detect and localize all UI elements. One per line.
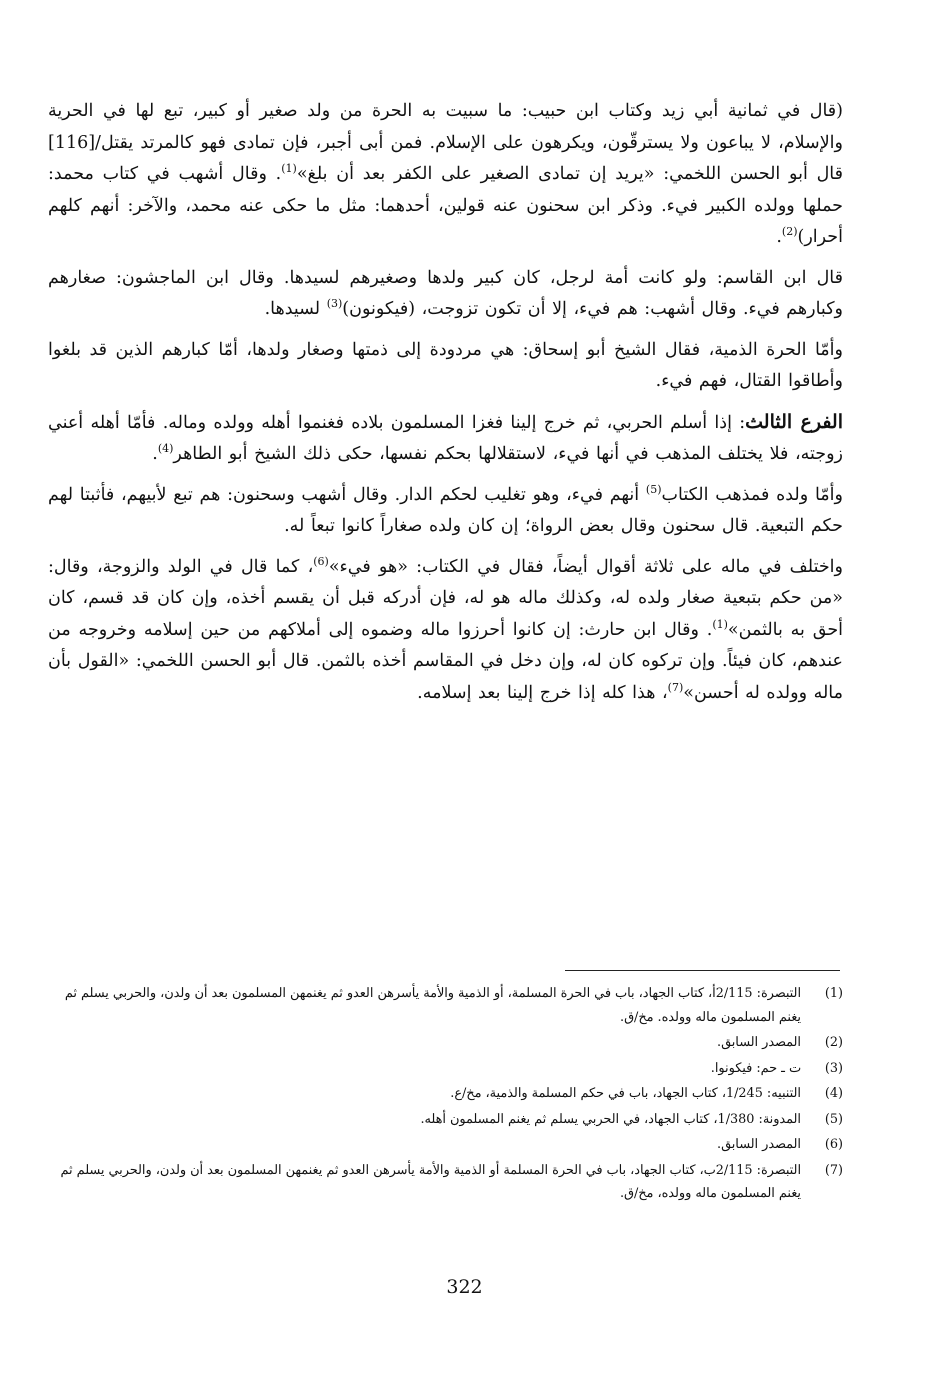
footnote-number: (1) bbox=[824, 986, 843, 1001]
text-run: ، كما قال في الولد والزوجة، وقال: «من حكم بتبعية صغار ولده له، وكذلك ماله هو له، فإن أدركه قبل أن يقسم أخذه، وإن كان قد قسم، كان أحق به بالثمن» bbox=[48, 556, 844, 640]
footnote-reference: (6) bbox=[313, 554, 329, 568]
footnote-reference: (7) bbox=[667, 680, 684, 694]
footnote-reference: (1) bbox=[281, 162, 297, 176]
paragraph-p3 bbox=[48, 335, 843, 398]
paragraph-p1 bbox=[48, 96, 843, 254]
footnote-number: (3) bbox=[824, 1060, 843, 1076]
footnote-reference: (2) bbox=[781, 225, 798, 239]
footnote-text: المصدر السابق. bbox=[717, 1137, 801, 1152]
text-run: لسيدها. bbox=[264, 299, 327, 319]
footnote-number: (4) bbox=[824, 1086, 843, 1101]
footnote-item bbox=[48, 1082, 843, 1106]
footnote-number: (5) bbox=[824, 1111, 843, 1127]
text-run: وأمّا ولده فمذهب الكتاب bbox=[661, 484, 843, 505]
text-run: (قال في ثمانية أبي زيد وكتاب ابن حبيب: ما سبيت به الحرة من ولد صغير أو كبير، تبع لها في الحرية والإسلام، لا يباعون ولا يسترقّون، ويكرهون على الإسلام. فمن أبى أجبر، فإن تمادى فهو كالمرتد يقتل/[116] قال أبو الحسن اللخمي: «يريد إن تمادى الصغير على الكفر بعد أن بلغ» bbox=[48, 101, 843, 184]
footnotes bbox=[48, 982, 843, 1208]
paragraph-p5 bbox=[48, 480, 843, 543]
main-text bbox=[48, 96, 843, 718]
text-run: ، هذا كله إذا خرج إلينا بعد إسلامه. bbox=[417, 682, 668, 703]
footnote-reference: (4) bbox=[157, 442, 174, 456]
footnote-text: التبصرة: 2/115ب، كتاب الجهاد، باب في الحرة المسلمة أو الذمية والأمة يأسرهن العدو ثم يغنمهن المسلمون بعد أن ولدن، والحربي يسلم ثم يغنم المسلمون ماله وولده، مخ/ق. bbox=[60, 1162, 801, 1201]
footnote-reference: (3) bbox=[326, 297, 343, 311]
footnote-item bbox=[48, 982, 843, 1029]
footnote-text: المصدر السابق. bbox=[717, 1035, 801, 1050]
text-run: واختلف في ماله على ثلاثة أقوال أيضاً، فقال في الكتاب: «هو فيء» bbox=[328, 556, 843, 577]
footnote-item bbox=[48, 1031, 843, 1055]
page-number: 322 bbox=[446, 1276, 483, 1298]
footnote-item bbox=[48, 1057, 843, 1081]
footnote-text: التبصرة: 2/115أ، كتاب الجهاد، باب في الحرة المسلمة، أو الذمية والأمة يأسرهن العدو ثم يغنمهن المسلمون بعد أن ولدن، والحربي يسلم ثم يغنم المسلمون ماله وولده. مخ/ق. bbox=[64, 986, 801, 1025]
text-run: أنهم فيء، وهو تغليب لحكم الدار. وقال أشهب وسحنون: هم تبع لأبيهم، فأثبتا لهم حكم التبعية. قال سحنون وقال بعض الرواة؛ إن كان ولده صغاراً كانوا تبعاً له. bbox=[48, 484, 843, 536]
footnote-reference: (1) bbox=[712, 617, 728, 631]
text-run: : إذا أسلم الحربي، ثم خرج إلينا فغزا المسلمون بلاده فغنموا أهله وولده وماله. فأمّا أهله أعني زوجته، فلا يختلف المذهب في أنها فيء، لاستقلالها بحكم نفسها، حكى ذلك الشيخ أبو الطاهر bbox=[48, 412, 843, 464]
footnote-reference: (5) bbox=[645, 482, 662, 496]
footnote-item bbox=[48, 1108, 843, 1132]
footnote-text: المدونة: 1/380، كتاب الجهاد، في الحربي يسلم ثم يغنم المسلمون أهله. bbox=[420, 1111, 801, 1127]
footnote-item bbox=[48, 1159, 843, 1206]
footnote-separator bbox=[565, 970, 840, 971]
text-run: . وقال أشهب في كتاب محمد: حملها وولده الكبير فيء. وذكر ابن سحنون عنه قولين، أحدهما: مثل ما حكى عنه محمد، والآخر: أنهم كلهم أحرار) bbox=[48, 164, 843, 247]
text-run: . bbox=[152, 444, 158, 464]
text-run: قال ابن القاسم: ولو كانت أمة لرجل، كان كبير ولدها وصغيرهم لسيدها. وقال ابن الماجشون: صغارهم وكبارهم فيء. وقال أشهب: هم فيء، إلا أن تكون تزوجت، (فيكونون) bbox=[48, 267, 843, 319]
footnote-number: (6) bbox=[824, 1137, 843, 1152]
paragraph-p2 bbox=[48, 263, 843, 326]
section-heading: الفرع الثالث bbox=[745, 410, 843, 433]
footnote-number: (2) bbox=[824, 1035, 843, 1050]
paragraph-p4 bbox=[48, 407, 843, 471]
footnote-text: ت ـ حم: فيكونوا. bbox=[710, 1060, 801, 1076]
paragraph-p6 bbox=[48, 552, 843, 710]
text-run: وأمّا الحرة الذمية، فقال الشيخ أبو إسحاق: هي مردودة إلى ذمتها وصغار ولدها، أمّا كبارهم الذين قد بلغوا وأطاقوا القتال، فهم فيء. bbox=[48, 339, 843, 391]
footnote-number: (7) bbox=[824, 1162, 843, 1178]
footnote-text: التنبيه: 1/245، كتاب الجهاد، باب في حكم المسلمة والذمية، مخ/ع. bbox=[450, 1086, 801, 1101]
footnote-item bbox=[48, 1133, 843, 1157]
text-run: . bbox=[776, 227, 782, 247]
text-run: . وقال ابن حارث: إن كانوا أحرزوا ماله وضموه إلى أملاكهم من حين إسلامه وخروجه من عندهم، كان فيئاً. وإن تركوه كان له، وإن دخل في المقاسم أخذه بالثمن. قال أبو الحسن اللخمي: «القول بأن ماله وولده له أحسن» bbox=[48, 619, 843, 703]
